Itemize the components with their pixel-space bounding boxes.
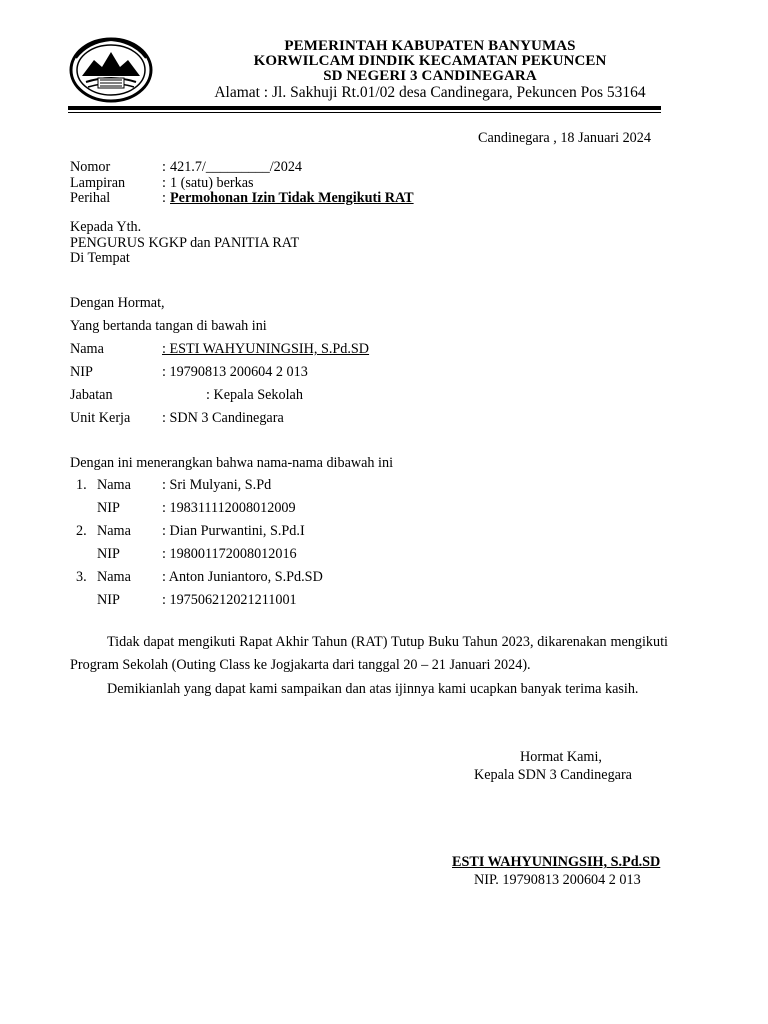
regency-emblem-logo bbox=[68, 36, 154, 104]
intro-line: Yang bertanda tangan di bawah ini bbox=[70, 318, 267, 334]
meta-label-perihal: Perihal bbox=[70, 190, 111, 206]
signer-label-jabatan: Jabatan bbox=[70, 387, 113, 403]
person-3-name: : Anton Juniantoro, S.Pd.SD bbox=[162, 569, 323, 585]
list-intro: Dengan ini menerangkan bahwa nama-nama dibawah ini bbox=[70, 455, 394, 471]
signer-label-nip: NIP bbox=[70, 364, 93, 380]
signer-value-jabatan: : Kepala Sekolah bbox=[206, 387, 303, 403]
person-1-nip-label: NIP bbox=[97, 500, 120, 516]
meta-sep-perihal: : bbox=[162, 190, 166, 206]
signer-label-nama: Nama bbox=[70, 341, 104, 357]
person-3-nip: : 197506212021211001 bbox=[162, 592, 297, 608]
greeting: Dengan Hormat, bbox=[70, 295, 165, 311]
signature-nip: NIP. 19790813 200604 2 013 bbox=[474, 872, 641, 888]
signature-salutation: Hormat Kami, bbox=[520, 749, 602, 765]
letterhead-office: KORWILCAM DINDIK KECAMATAN PEKUNCEN bbox=[253, 53, 607, 69]
signature-name: ESTI WAHYUNINGSIH, S.Pd.SD bbox=[452, 854, 661, 870]
letterhead-address: Alamat : Jl. Sakhuji Rt.01/02 desa Candinegara, Pekuncen Pos 53164 bbox=[214, 84, 646, 101]
person-2-name: : Dian Purwantini, S.Pd.I bbox=[162, 523, 305, 539]
recipient-line-2: PENGURUS KGKP dan PANITIA RAT bbox=[70, 235, 300, 251]
person-1-nip: : 198311112008012009 bbox=[162, 500, 296, 516]
signature-position: Kepala SDN 3 Candinegara bbox=[474, 767, 632, 783]
letterhead-school: SD NEGERI 3 CANDINEGARA bbox=[323, 68, 537, 84]
person-2-nip: : 198001172008012016 bbox=[162, 546, 297, 562]
meta-sep-lampiran: : bbox=[162, 175, 166, 191]
signer-name-underlined: : ESTI WAHYUNINGSIH, S.Pd.SD bbox=[162, 341, 370, 357]
person-2-name-label: Nama bbox=[97, 523, 131, 539]
meta-value-perihal: Permohonan Izin Tidak Mengikuti RAT bbox=[170, 190, 414, 206]
meta-label-lampiran: Lampiran bbox=[70, 175, 126, 191]
person-2-number: 2. bbox=[76, 523, 87, 539]
letterhead-government: PEMERINTAH KABUPATEN BANYUMAS bbox=[284, 38, 576, 54]
recipient-line-1: Kepada Yth. bbox=[70, 219, 142, 235]
meta-sep-nomor: : bbox=[162, 159, 166, 175]
person-1-name-label: Nama bbox=[97, 477, 131, 493]
meta-label-nomor: Nomor bbox=[70, 159, 111, 175]
person-2-nip-label: NIP bbox=[97, 546, 120, 562]
person-3-number: 3. bbox=[76, 569, 87, 585]
signer-value-nama bbox=[162, 341, 369, 357]
body-paragraph: Tidak dapat mengikuti Rapat Akhir Tahun (RAT) Tutup Buku Tahun 2023, dikarenakan mengikuti Program Sekolah (Outing Class ke Jogjakarta dari tanggal 20 – 21 Januari 2024). bbox=[70, 634, 668, 673]
signer-value-nip: : 19790813 200604 2 013 bbox=[162, 364, 308, 380]
recipient-line-3: Di Tempat bbox=[70, 250, 130, 266]
person-3-nip-label: NIP bbox=[97, 592, 120, 608]
letterhead-rule-thick bbox=[68, 106, 661, 110]
person-3-name-label: Nama bbox=[97, 569, 131, 585]
meta-value-lampiran: 1 (satu) berkas bbox=[170, 175, 254, 191]
signer-label-unit: Unit Kerja bbox=[70, 410, 131, 426]
letterhead-rule-thin bbox=[68, 112, 661, 113]
meta-value-nomor: 421.7/_________/2024 bbox=[170, 159, 303, 175]
person-1-number: 1. bbox=[76, 477, 87, 493]
closing-paragraph: Demikianlah yang dapat kami sampaikan dan atas ijinnya kami ucapkan banyak terima kasih. bbox=[107, 681, 639, 697]
letter-date: Candinegara , 18 Januari 2024 bbox=[478, 130, 651, 146]
person-1-name: : Sri Mulyani, S.Pd bbox=[162, 477, 272, 493]
signer-value-unit: : SDN 3 Candinegara bbox=[162, 410, 284, 426]
